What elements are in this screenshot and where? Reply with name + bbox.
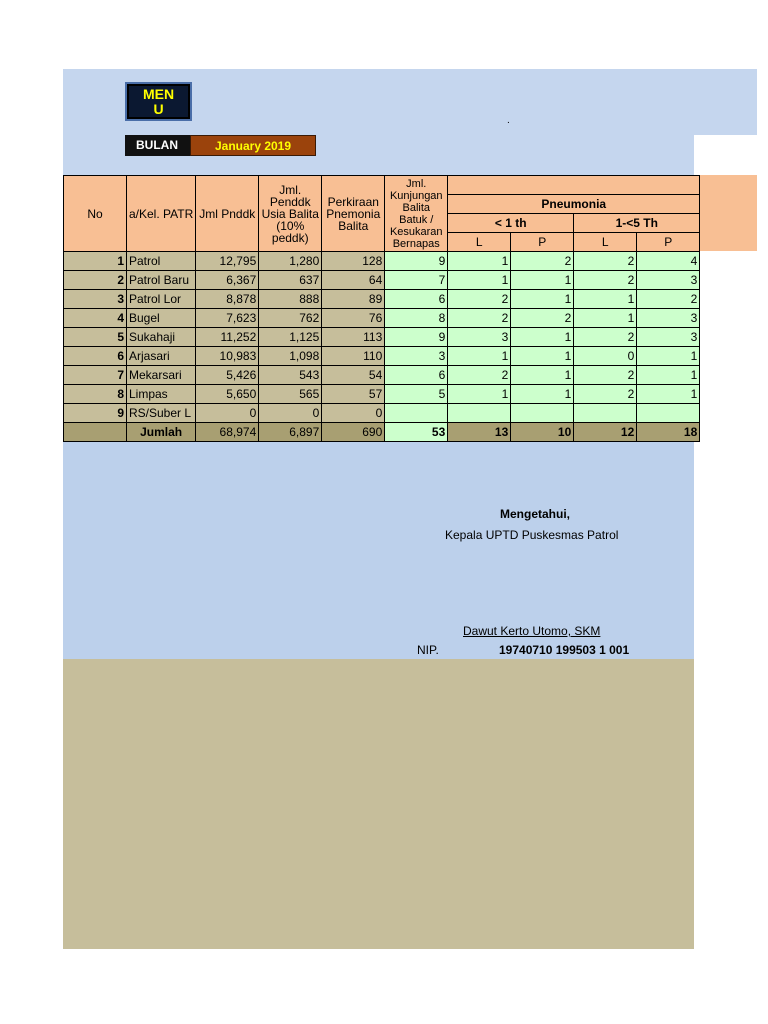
cell-name: Mekarsari bbox=[127, 366, 196, 385]
cell-balita: 565 bbox=[259, 385, 322, 404]
cell-l1[interactable]: 3 bbox=[448, 328, 511, 347]
cell-no: 2 bbox=[64, 271, 127, 290]
cell-pnddk: 5,426 bbox=[196, 366, 259, 385]
cell-kunjungan[interactable]: 6 bbox=[385, 290, 448, 309]
cell-p5[interactable] bbox=[637, 404, 700, 423]
cell-balita: 0 bbox=[259, 404, 322, 423]
header-l1: L bbox=[448, 233, 511, 252]
cell-name: Patrol Lor bbox=[127, 290, 196, 309]
cell-l5[interactable]: 2 bbox=[574, 366, 637, 385]
total-balita: 6,897 bbox=[259, 423, 322, 442]
table-row bbox=[64, 252, 700, 271]
total-row bbox=[64, 423, 700, 442]
cell-perkiraan: 128 bbox=[322, 252, 385, 271]
month-value[interactable]: January 2019 bbox=[190, 135, 316, 156]
cell-perkiraan: 76 bbox=[322, 309, 385, 328]
table-row bbox=[64, 290, 700, 309]
footer-background bbox=[63, 659, 694, 949]
header-jml-pnddk: Jml Pnddk bbox=[196, 176, 259, 252]
cell-l5[interactable]: 2 bbox=[574, 271, 637, 290]
header-p5: P bbox=[637, 233, 700, 252]
month-label: BULAN bbox=[125, 135, 190, 156]
cell-l5[interactable]: 2 bbox=[574, 328, 637, 347]
cell-p1[interactable]: 1 bbox=[511, 366, 574, 385]
cell-p1[interactable]: 1 bbox=[511, 290, 574, 309]
cell-kunjungan[interactable] bbox=[385, 404, 448, 423]
cell-p5[interactable]: 2 bbox=[637, 290, 700, 309]
total-no bbox=[64, 423, 127, 442]
cell-l1[interactable]: 2 bbox=[448, 309, 511, 328]
table-row bbox=[64, 347, 700, 366]
cell-kunjungan[interactable]: 7 bbox=[385, 271, 448, 290]
total-pnddk: 68,974 bbox=[196, 423, 259, 442]
table-row bbox=[64, 309, 700, 328]
total-perkiraan: 690 bbox=[322, 423, 385, 442]
total-l5: 12 bbox=[574, 423, 637, 442]
header-no: No bbox=[64, 176, 127, 252]
cell-no: 8 bbox=[64, 385, 127, 404]
header-usia-balita: Jml. Penddk Usia Balita (10% peddk) bbox=[259, 176, 322, 252]
cell-pnddk: 8,878 bbox=[196, 290, 259, 309]
cell-no: 5 bbox=[64, 328, 127, 347]
cell-p5[interactable]: 4 bbox=[637, 252, 700, 271]
cell-name: Arjasari bbox=[127, 347, 196, 366]
cell-l1[interactable]: 2 bbox=[448, 366, 511, 385]
cell-perkiraan: 0 bbox=[322, 404, 385, 423]
stray-mark: . bbox=[507, 115, 510, 126]
cell-kunjungan[interactable]: 9 bbox=[385, 328, 448, 347]
signer-name: Dawut Kerto Utomo, SKM bbox=[463, 624, 601, 638]
cell-l1[interactable]: 1 bbox=[448, 271, 511, 290]
total-p5: 18 bbox=[637, 423, 700, 442]
cell-p1[interactable]: 1 bbox=[511, 271, 574, 290]
table-row bbox=[64, 271, 700, 290]
cell-p5[interactable]: 1 bbox=[637, 347, 700, 366]
cell-p1[interactable] bbox=[511, 404, 574, 423]
cell-no: 9 bbox=[64, 404, 127, 423]
total-p1: 10 bbox=[511, 423, 574, 442]
cell-kunjungan[interactable]: 8 bbox=[385, 309, 448, 328]
cell-pnddk: 10,983 bbox=[196, 347, 259, 366]
cell-kunjungan[interactable]: 9 bbox=[385, 252, 448, 271]
cell-kunjungan[interactable]: 3 bbox=[385, 347, 448, 366]
cell-p1[interactable]: 2 bbox=[511, 309, 574, 328]
cell-p5[interactable]: 1 bbox=[637, 366, 700, 385]
cell-no: 6 bbox=[64, 347, 127, 366]
cell-l1[interactable]: 1 bbox=[448, 385, 511, 404]
cell-pnddk: 12,795 bbox=[196, 252, 259, 271]
cell-balita: 1,280 bbox=[259, 252, 322, 271]
cell-name: Patrol bbox=[127, 252, 196, 271]
cell-l5[interactable]: 1 bbox=[574, 290, 637, 309]
cell-no: 1 bbox=[64, 252, 127, 271]
cell-l1[interactable]: 2 bbox=[448, 290, 511, 309]
cell-perkiraan: 57 bbox=[322, 385, 385, 404]
cell-l5[interactable]: 1 bbox=[574, 309, 637, 328]
cell-perkiraan: 54 bbox=[322, 366, 385, 385]
cell-balita: 888 bbox=[259, 290, 322, 309]
total-kunjungan: 53 bbox=[385, 423, 448, 442]
pneumonia-table bbox=[63, 175, 700, 442]
header-desa: a/Kel. PATR bbox=[127, 176, 196, 252]
header-1to5: 1-<5 Th bbox=[574, 214, 700, 233]
cell-balita: 762 bbox=[259, 309, 322, 328]
table-row bbox=[64, 385, 700, 404]
total-l1: 13 bbox=[448, 423, 511, 442]
header-blank bbox=[448, 176, 700, 195]
cell-kunjungan[interactable]: 6 bbox=[385, 366, 448, 385]
menu-button[interactable] bbox=[125, 82, 192, 121]
signer-title: Kepala UPTD Puskesmas Patrol bbox=[445, 528, 619, 542]
cell-p1[interactable]: 1 bbox=[511, 347, 574, 366]
cell-l1[interactable]: 1 bbox=[448, 347, 511, 366]
cell-l5[interactable]: 0 bbox=[574, 347, 637, 366]
cell-perkiraan: 113 bbox=[322, 328, 385, 347]
cell-name: Bugel bbox=[127, 309, 196, 328]
header-extension bbox=[694, 175, 757, 251]
cell-balita: 543 bbox=[259, 366, 322, 385]
cell-p5[interactable]: 3 bbox=[637, 328, 700, 347]
header-l5: L bbox=[574, 233, 637, 252]
cell-name: Patrol Baru bbox=[127, 271, 196, 290]
cell-l5[interactable]: 2 bbox=[574, 385, 637, 404]
nip-label: NIP. bbox=[417, 643, 439, 657]
cell-no: 3 bbox=[64, 290, 127, 309]
cell-name: Limpas bbox=[127, 385, 196, 404]
table-row bbox=[64, 404, 700, 423]
cell-p1[interactable]: 1 bbox=[511, 328, 574, 347]
cell-p1[interactable]: 2 bbox=[511, 252, 574, 271]
cell-perkiraan: 110 bbox=[322, 347, 385, 366]
acknowledged-label: Mengetahui, bbox=[500, 507, 571, 521]
header-notch bbox=[694, 135, 757, 175]
cell-p1[interactable]: 1 bbox=[511, 385, 574, 404]
cell-pnddk: 6,367 bbox=[196, 271, 259, 290]
cell-balita: 1,098 bbox=[259, 347, 322, 366]
cell-l5[interactable] bbox=[574, 404, 637, 423]
cell-pnddk: 11,252 bbox=[196, 328, 259, 347]
cell-p5[interactable]: 3 bbox=[637, 309, 700, 328]
cell-pnddk: 5,650 bbox=[196, 385, 259, 404]
total-label: Jumlah bbox=[127, 423, 196, 442]
cell-l1[interactable]: 1 bbox=[448, 252, 511, 271]
cell-p5[interactable]: 1 bbox=[637, 385, 700, 404]
cell-no: 7 bbox=[64, 366, 127, 385]
header-pneumonia: Pneumonia bbox=[448, 195, 700, 214]
table-row bbox=[64, 366, 700, 385]
table-row bbox=[64, 328, 700, 347]
cell-balita: 637 bbox=[259, 271, 322, 290]
cell-no: 4 bbox=[64, 309, 127, 328]
nip-value: 19740710 199503 1 001 bbox=[499, 643, 630, 657]
header-perkiraan: Perkiraan Pnemonia Balita bbox=[322, 176, 385, 252]
cell-l1[interactable] bbox=[448, 404, 511, 423]
cell-name: RS/Suber L bbox=[127, 404, 196, 423]
cell-balita: 1,125 bbox=[259, 328, 322, 347]
cell-name: Sukahaji bbox=[127, 328, 196, 347]
cell-perkiraan: 89 bbox=[322, 290, 385, 309]
header-lt1: < 1 th bbox=[448, 214, 574, 233]
cell-p5[interactable]: 3 bbox=[637, 271, 700, 290]
cell-kunjungan[interactable]: 5 bbox=[385, 385, 448, 404]
cell-l5[interactable]: 2 bbox=[574, 252, 637, 271]
cell-pnddk: 0 bbox=[196, 404, 259, 423]
menu-button-label: MENU bbox=[142, 86, 175, 117]
cell-pnddk: 7,623 bbox=[196, 309, 259, 328]
cell-perkiraan: 64 bbox=[322, 271, 385, 290]
header-kunjungan: Jml. Kunjungan Balita Batuk / Kesukaran Bernapas bbox=[385, 176, 448, 252]
header-p1: P bbox=[511, 233, 574, 252]
